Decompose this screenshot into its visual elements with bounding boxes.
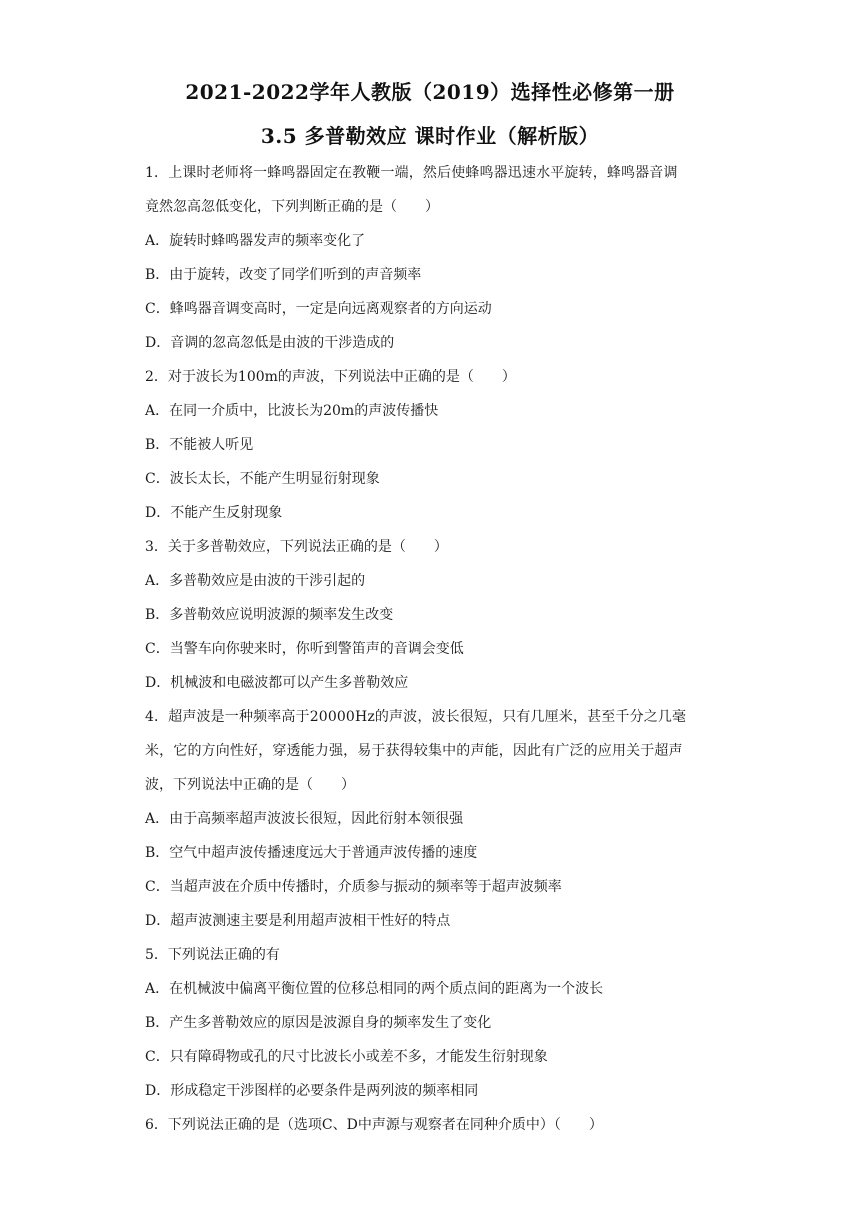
question-5-option-c: C．只有障碍物或孔的尺寸比波长小或差不多，才能发生衍射现象 xyxy=(145,1049,548,1065)
question-5-stem: 5．下列说法正确的有 xyxy=(145,947,280,963)
question-4-option-c: C．当超声波在介质中传播时，介质参与振动的频率等于超声波频率 xyxy=(145,879,562,895)
question-1-option-b: B．由于旋转，改变了同学们听到的声音频率 xyxy=(145,267,422,283)
question-2-option-d: D．不能产生反射现象 xyxy=(145,505,283,521)
question-3-option-c: C．当警车向你驶来时，你听到警笛声的音调会变低 xyxy=(145,641,464,657)
question-3-stem: 3．关于多普勒效应，下列说法正确的是（ ） xyxy=(145,539,448,555)
document-title: 2021-2022学年人教版（2019）选择性必修第一册 xyxy=(185,80,675,104)
question-4-stem-end: 波，下列说法中正确的是（ ） xyxy=(145,777,355,793)
question-4-option-d: D．超声波测速主要是利用超声波相干性好的特点 xyxy=(145,913,451,929)
question-4-option-a: A．由于高频率超声波波长很短，因此衍射本领很强 xyxy=(145,811,464,827)
question-5-option-a: A．在机械波中偏离平衡位置的位移总相同的两个质点间的距离为一个波长 xyxy=(145,981,604,997)
question-1-option-d: D．音调的忽高忽低是由波的干涉造成的 xyxy=(145,335,395,351)
document-subtitle: 3.5 多普勒效应 课时作业（解析版） xyxy=(260,124,600,148)
question-2-option-a: A．在同一介质中，比波长为20m的声波传播快 xyxy=(145,403,439,419)
question-2-option-c: C．波长太长，不能产生明显衍射现象 xyxy=(145,471,380,487)
question-3-option-a: A．多普勒效应是由波的干涉引起的 xyxy=(145,573,366,589)
question-4-stem: 4．超声波是一种频率高于20000Hz的声波，波长很短，只有几厘米，甚至千分之几毫 xyxy=(145,709,687,725)
question-6-stem: 6．下列说法正确的是（选项C、D中声源与观察者在同种介质中）（ ） xyxy=(145,1117,603,1133)
question-1-stem-cont: 竟然忽高忽低变化，下列判断正确的是（ ） xyxy=(145,199,439,215)
question-5-option-b: B．产生多普勒效应的原因是波源自身的频率发生了变化 xyxy=(145,1015,492,1031)
question-1-option-a: A．旋转时蜂鸣器发声的频率变化了 xyxy=(145,233,366,249)
question-4-option-b: B．空气中超声波传播速度远大于普通声波传播的速度 xyxy=(145,845,478,861)
question-2-option-b: B．不能被人听见 xyxy=(145,437,254,453)
question-3-option-d: D．机械波和电磁波都可以产生多普勒效应 xyxy=(145,675,409,691)
question-1-option-c: C．蜂鸣器音调变高时，一定是向远离观察者的方向运动 xyxy=(145,301,492,317)
question-1-stem: 1．上课时老师将一蜂鸣器固定在教鞭一端，然后使蜂鸣器迅速水平旋转，蜂鸣器音调 xyxy=(145,165,678,181)
question-2-stem: 2．对于波长为100m的声波，下列说法中正确的是（ ） xyxy=(145,369,516,385)
question-3-option-b: B．多普勒效应说明波源的频率发生改变 xyxy=(145,607,394,623)
document-body xyxy=(145,156,725,1142)
question-5-option-d: D．形成稳定干涉图样的必要条件是两列波的频率相同 xyxy=(145,1083,479,1099)
question-4-stem-cont: 米，它的方向性好，穿透能力强，易于获得较集中的声能，因此有广泛的应用关于超声 xyxy=(145,743,683,759)
